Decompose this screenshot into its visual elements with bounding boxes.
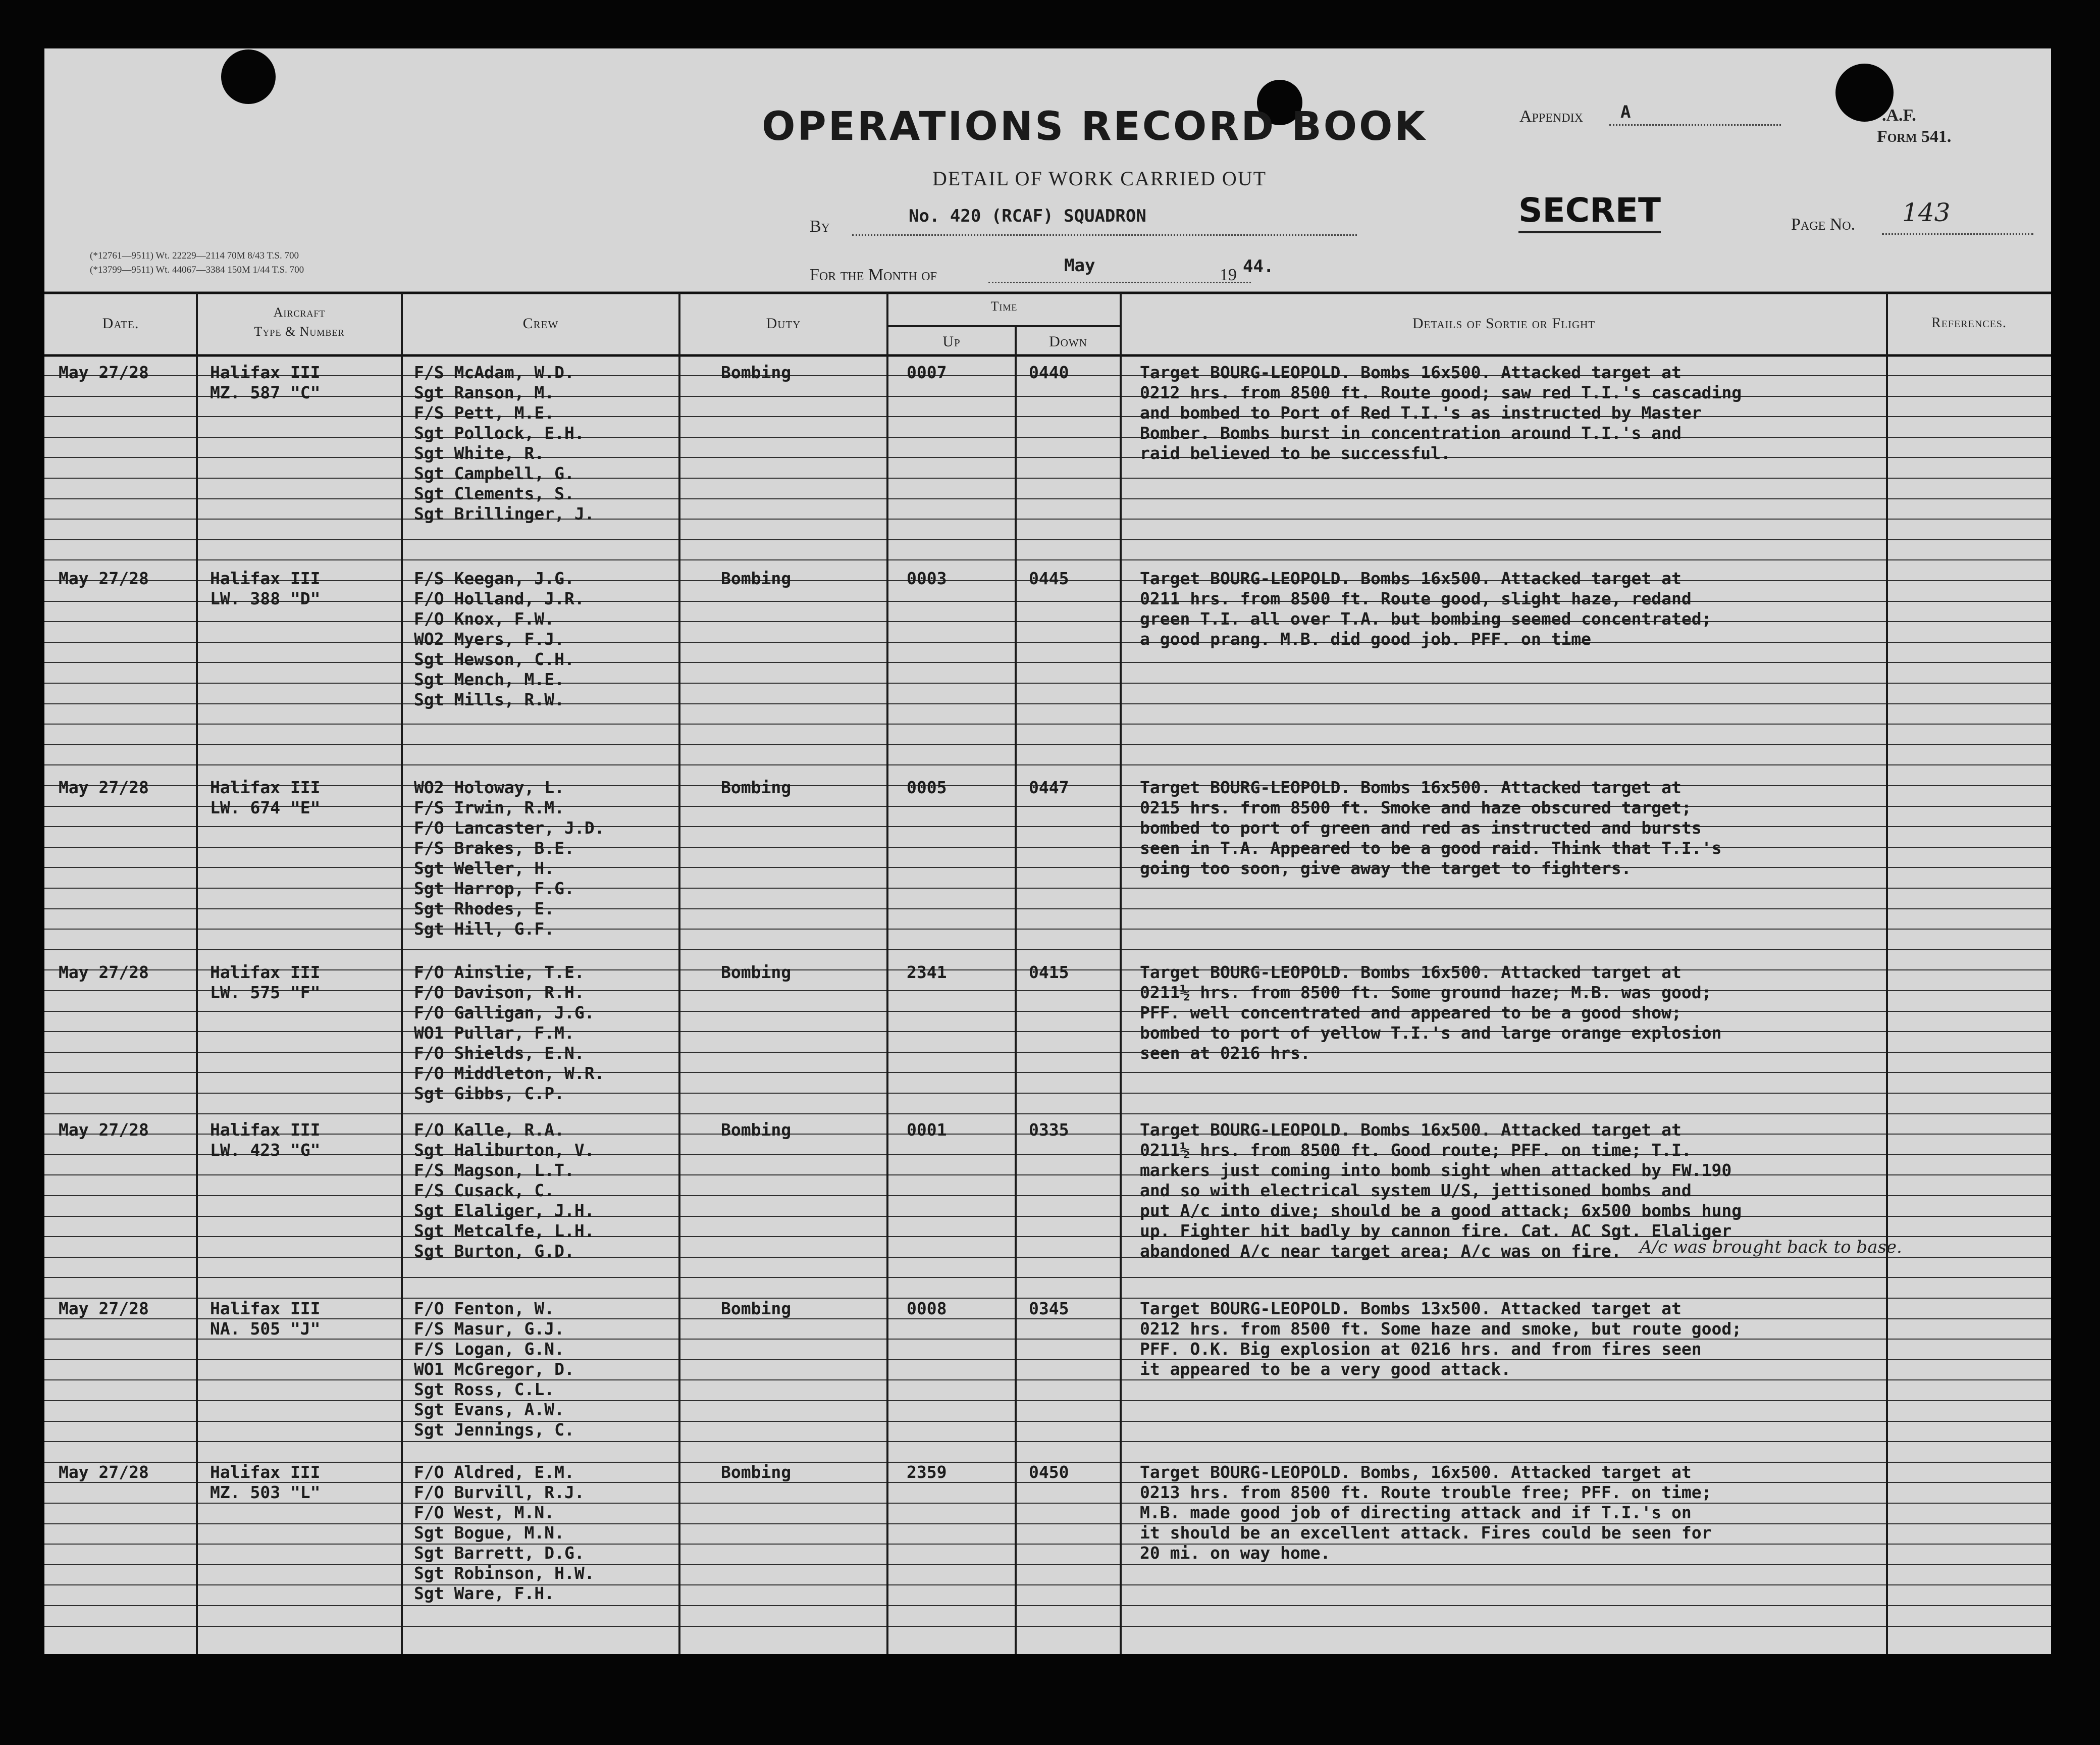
crew-member: Sgt Hill, G.F. (414, 919, 555, 939)
crew-member: Sgt Hewson, C.H. (414, 649, 574, 669)
crew-member: Sgt Mills, R.W. (414, 690, 565, 709)
details-line: a good prang. M.B. did good job. PFF. on time (1140, 629, 1592, 649)
by-label: By (810, 217, 830, 236)
column-header-details: Details of Sortie or Flight (1412, 315, 1596, 332)
aircraft-type: Halifax III (210, 778, 321, 797)
crew-member: F/S McAdam, W.D. (414, 363, 574, 382)
duty: Bombing (721, 1462, 792, 1482)
details-line: Bomber. Bombs burst in concentration around T.I.'s and (1140, 423, 1682, 443)
details-line: Target BOURG-LEOPOLD. Bombs 16x500. Attacked target at (1140, 962, 1682, 982)
column-header-aircraft: Aircraft (273, 305, 326, 320)
time-up: 0003 (907, 569, 947, 588)
column-header-date: Date. (102, 315, 139, 332)
details-line: Target BOURG-LEOPOLD. Bombs 16x500. Attacked target at (1140, 778, 1682, 797)
month-label: For the Month of (810, 266, 937, 284)
aircraft-number: MZ. 587 "C" (210, 383, 321, 402)
sortie-date: May 27/28 (59, 569, 149, 588)
details-line: PFF. well concentrated and appeared to be a good show; (1140, 1003, 1682, 1022)
details-line: markers just coming into bomb sight when attacked by FW.190 (1140, 1160, 1732, 1180)
crew-member: F/S Cusack, C. (414, 1181, 555, 1200)
details-line: up. Fighter hit badly by cannon fire. Cat. AC Sgt. Elaliger (1140, 1221, 1732, 1241)
column-header-aircraft-number: Type & Number (254, 324, 345, 339)
details-line: put A/c into dive; should be a good attack; 6x500 bombs hung (1140, 1201, 1742, 1220)
crew-member: Sgt Gibbs, C.P. (414, 1084, 565, 1103)
crew-member: F/S Irwin, R.M. (414, 798, 565, 817)
crew-member: F/S Magson, L.T. (414, 1160, 574, 1180)
record-sheet (44, 48, 2051, 1654)
details-line: and so with electrical system U/S, jettisoned bombs and (1140, 1181, 1692, 1200)
year-suffix: 44. (1243, 256, 1274, 277)
crew-member: F/O Ainslie, T.E. (414, 962, 585, 982)
column-header-references: References. (1931, 315, 2007, 331)
duty: Bombing (721, 778, 792, 797)
crew-member: Sgt Robinson, H.W. (414, 1563, 595, 1583)
details-line: Target BOURG-LEOPOLD. Bombs, 16x500. Attacked target at (1140, 1462, 1692, 1482)
time-down: 0345 (1029, 1299, 1069, 1318)
time-down: 0335 (1029, 1120, 1069, 1140)
details-line: raid believed to be successful. (1140, 443, 1451, 463)
details-line: Target BOURG-LEOPOLD. Bombs 16x500. Attacked target at (1140, 1120, 1682, 1140)
crew-member: WO2 Holoway, L. (414, 778, 565, 797)
appendix-value: A (1620, 102, 1631, 122)
details-line: PFF. O.K. Big explosion at 0216 hrs. and from fires seen (1140, 1339, 1702, 1359)
page-number-label: Page No. (1791, 215, 1856, 234)
details-line: going too soon, give away the target to fighters. (1140, 858, 1632, 878)
time-down: 0440 (1029, 363, 1069, 382)
details-line: 0213 hrs. from 8500 ft. Route trouble free; PFF. on time; (1140, 1482, 1712, 1502)
details-line: 0212 hrs. from 8500 ft. Some haze and smoke, but route good; (1140, 1319, 1742, 1339)
ruled-table (44, 48, 2051, 1654)
handwritten-note: A/c was brought back to base. (1640, 1237, 1902, 1257)
details-line: 0212 hrs. from 8500 ft. Route good; saw red T.I.'s cascading (1140, 383, 1742, 402)
details-line: and bombed to Port of Red T.I.'s as instructed by Master (1140, 403, 1702, 423)
crew-member: WO2 Myers, F.J. (414, 629, 565, 649)
column-header-crew: Crew (522, 315, 559, 332)
details-line: 20 mi. on way home. (1140, 1543, 1331, 1563)
form-number: Form 541. (1877, 127, 1952, 146)
details-line: 0211 hrs. from 8500 ft. Route good, slight haze, redand (1140, 589, 1692, 608)
details-line: it should be an excellent attack. Fires could be seen for (1140, 1523, 1712, 1543)
crew-member: WO1 Pullar, F.M. (414, 1023, 574, 1043)
details-line: 0211½ hrs. from 8500 ft. Some ground haze; M.B. was good; (1140, 983, 1712, 1002)
column-header-time: Time (990, 299, 1018, 314)
appendix-label: Appendix (1519, 107, 1583, 126)
duty: Bombing (721, 1120, 792, 1140)
crew-member: F/S Pett, M.E. (414, 403, 555, 423)
column-header-up: Up (942, 333, 961, 350)
print-line-1: (*12761—9511) Wt. 22229—2114 70M 8/43 T.S. 700 (90, 250, 299, 261)
aircraft-type: Halifax III (210, 962, 321, 982)
details-line: M.B. made good job of directing attack and if T.I.'s on (1140, 1503, 1692, 1522)
details-line: green T.I. all over T.A. but bombing seemed concentrated; (1140, 609, 1712, 629)
column-header-down: Down (1049, 333, 1087, 350)
sortie-date: May 27/28 (59, 1462, 149, 1482)
crew-member: F/O Lancaster, J.D. (414, 818, 605, 838)
details-line: seen at 0216 hrs. (1140, 1043, 1310, 1063)
crew-member: Sgt Ranson, M. (414, 383, 555, 402)
crew-member: Sgt Barrett, D.G. (414, 1543, 585, 1563)
month-value: May (1064, 255, 1095, 276)
duty: Bombing (721, 962, 792, 982)
crew-member: Sgt Campbell, G. (414, 464, 574, 483)
crew-member: Sgt Harrop, F.G. (414, 879, 574, 898)
page-title: OPERATIONS RECORD BOOK (762, 104, 1427, 149)
aircraft-number: LW. 575 "F" (210, 983, 321, 1002)
sortie-date: May 27/28 (59, 1120, 149, 1140)
details-line: Target BOURG-LEOPOLD. Bombs 13x500. Attacked target at (1140, 1299, 1682, 1318)
crew-member: Sgt Clements, S. (414, 484, 574, 503)
crew-member: Sgt Weller, H. (414, 858, 555, 878)
time-up: 0001 (907, 1120, 947, 1140)
crew-member: F/O Knox, F.W. (414, 609, 555, 629)
aircraft-number: LW. 674 "E" (210, 798, 321, 817)
page-subtitle: DETAIL OF WORK CARRIED OUT (932, 167, 1267, 190)
crew-member: F/O Fenton, W. (414, 1299, 555, 1318)
aircraft-number: LW. 388 "D" (210, 589, 321, 608)
time-down: 0447 (1029, 778, 1069, 797)
aircraft-number: NA. 505 "J" (210, 1319, 321, 1339)
crew-member: F/O Burvill, R.J. (414, 1482, 585, 1502)
crew-member: F/O Kalle, R.A. (414, 1120, 565, 1140)
details-line: Target BOURG-LEOPOLD. Bombs 16x500. Attacked target at (1140, 363, 1682, 382)
aircraft-type: Halifax III (210, 1299, 321, 1318)
aircraft-type: Halifax III (210, 363, 321, 382)
time-down: 0415 (1029, 962, 1069, 982)
classification-stamp: SECRET (1518, 191, 1661, 233)
sortie-date: May 27/28 (59, 778, 149, 797)
crew-member: Sgt Evans, A.W. (414, 1400, 565, 1419)
crew-member: F/O Davison, R.H. (414, 983, 585, 1002)
crew-member: Sgt Bogue, M.N. (414, 1523, 565, 1543)
time-up: 0007 (907, 363, 947, 382)
column-header-duty: Duty (766, 315, 801, 332)
form-top-label: .A.F. (1882, 106, 1916, 125)
crew-member: Sgt Haliburton, V. (414, 1140, 595, 1160)
squadron-name: No. 420 (RCAF) SQUADRON (909, 206, 1146, 226)
aircraft-number: LW. 423 "G" (210, 1140, 321, 1160)
page-number: 143 (1902, 198, 1951, 227)
crew-member: F/O Holland, J.R. (414, 589, 585, 608)
crew-member: Sgt Burton, G.D. (414, 1241, 574, 1261)
crew-member: F/O Shields, E.N. (414, 1043, 585, 1063)
crew-member: Sgt Elaliger, J.H. (414, 1201, 595, 1220)
print-line-2: (*13799—9511) Wt. 44067—3384 150M 1/44 T.S. 700 (90, 265, 304, 275)
duty: Bombing (721, 569, 792, 588)
sortie-date: May 27/28 (59, 962, 149, 982)
crew-member: F/S Logan, G.N. (414, 1339, 565, 1359)
time-up: 0005 (907, 778, 947, 797)
details-line: Target BOURG-LEOPOLD. Bombs 16x500. Attacked target at (1140, 569, 1682, 588)
time-down: 0445 (1029, 569, 1069, 588)
crew-member: Sgt Ross, C.L. (414, 1379, 555, 1399)
crew-member: F/O Galligan, J.G. (414, 1003, 595, 1022)
crew-member: Sgt Pollock, E.H. (414, 423, 585, 443)
aircraft-type: Halifax III (210, 1120, 321, 1140)
crew-member: F/O Aldred, E.M. (414, 1462, 574, 1482)
details-line: 0215 hrs. from 8500 ft. Smoke and haze obscured target; (1140, 798, 1692, 817)
details-line: bombed to port of yellow T.I.'s and large orange explosion (1140, 1023, 1722, 1043)
time-down: 0450 (1029, 1462, 1069, 1482)
duty: Bombing (721, 1299, 792, 1318)
aircraft-type: Halifax III (210, 1462, 321, 1482)
sortie-date: May 27/28 (59, 1299, 149, 1318)
crew-member: Sgt White, R. (414, 443, 545, 463)
crew-member: F/S Brakes, B.E. (414, 838, 574, 858)
aircraft-type: Halifax III (210, 569, 321, 588)
details-line: bombed to port of green and red as instructed and bursts (1140, 818, 1702, 838)
details-line: 0211½ hrs. from 8500 ft. Good route; PFF. on time; T.I. (1140, 1140, 1692, 1160)
year-prefix: 19 (1220, 266, 1237, 284)
details-line: abandoned A/c near target area; A/c was on fire. (1140, 1241, 1621, 1261)
crew-member: Sgt Ware, F.H. (414, 1583, 555, 1603)
crew-member: Sgt Jennings, C. (414, 1420, 574, 1440)
time-up: 0008 (907, 1299, 947, 1318)
crew-member: F/O West, M.N. (414, 1503, 555, 1522)
crew-member: Sgt Rhodes, E. (414, 899, 555, 918)
aircraft-number: MZ. 503 "L" (210, 1482, 321, 1502)
crew-member: Sgt Brillinger, J. (414, 504, 595, 524)
details-line: it appeared to be a very good attack. (1140, 1359, 1511, 1379)
crew-member: Sgt Metcalfe, L.H. (414, 1221, 595, 1241)
crew-member: Sgt Mench, M.E. (414, 670, 565, 689)
crew-member: F/S Masur, G.J. (414, 1319, 565, 1339)
time-up: 2359 (907, 1462, 947, 1482)
crew-member: F/O Middleton, W.R. (414, 1063, 605, 1083)
time-up: 2341 (907, 962, 947, 982)
duty: Bombing (721, 363, 792, 382)
details-line: seen in T.A. Appeared to be a good raid. Think that T.I.'s (1140, 838, 1722, 858)
crew-member: F/S Keegan, J.G. (414, 569, 574, 588)
sortie-date: May 27/28 (59, 363, 149, 382)
crew-member: WO1 McGregor, D. (414, 1359, 574, 1379)
